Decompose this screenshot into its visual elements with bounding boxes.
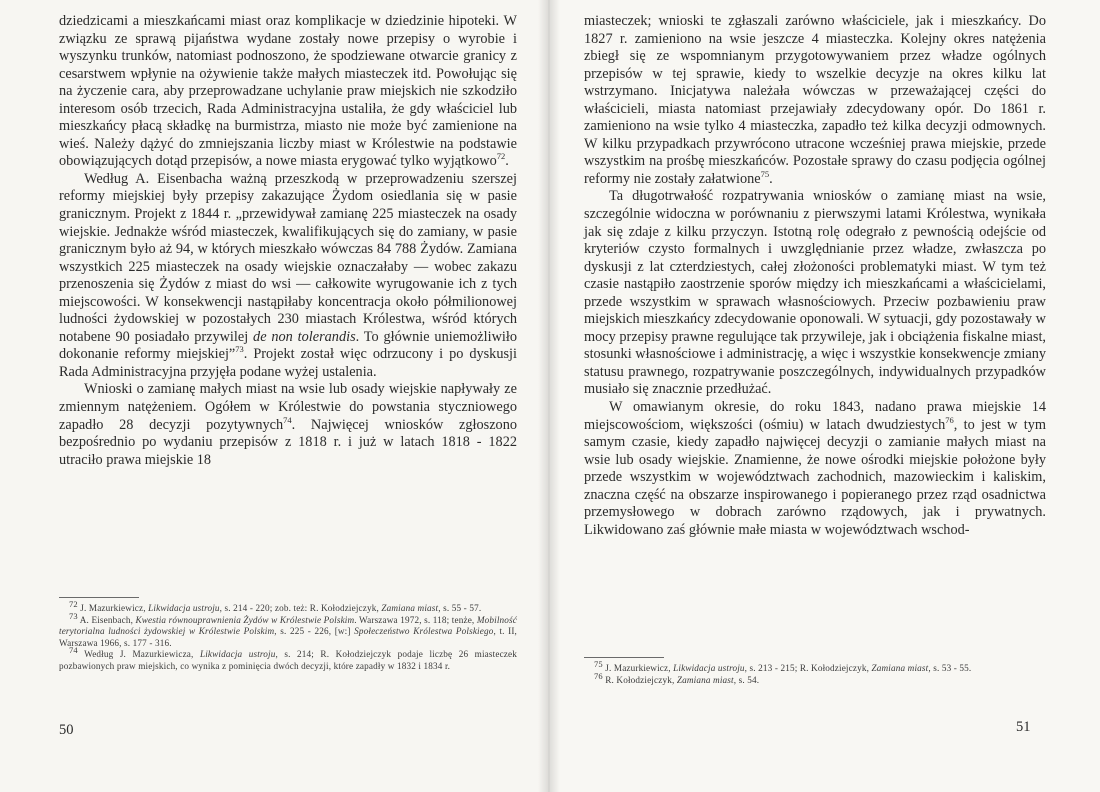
footnote-ref: 76: [945, 414, 954, 425]
right-footnotes: [584, 658, 1046, 686]
right-body-text: [584, 13, 1046, 539]
footnote-ref: 75: [760, 169, 770, 180]
page-number: 51: [1016, 719, 1031, 735]
footnote: $^{75}$ J. Mazurkiewicz, Likwidacja ustroju, s. 213 - 215; R. Kołodziejczyk, Zamiana miast, s. 53 - 55.: [594, 658, 972, 673]
footnote-divider: [59, 597, 139, 598]
left-body-text: [59, 13, 517, 469]
left-footnotes: [59, 598, 518, 673]
paragraph: Ta długotrwałość rozpatrywania wniosków o zamianę miast na wsie, szczególnie widoczna w porównaniu z pierwszymi latami Królestwa, wynikała jak się zdaje z kilku przyczyn. Istotną rolę odegrało z pewnością odejście od kryteriów czysto formalnych i uwzględnianie przez władze, zwłaszcza po dyskusji z lat czterdziestych, całej złożoności problematyki miast. W tym też czasie nastąpiło zaostrzenie sporów między ich mieszkańcami a właścicielami, przede wszystkim w sprawach własnościowych. Przeciw pozbawieniu praw miejskich mieszkańcy zdecydowanie oponowali. W sytuacji, gdy pozostawały w mocy przepisy prawne regulujące tak przywileje, jak i obciążenia fiskalne miast, stosunki własnościowe i administrację, a więc i wszystkie konsekwencje zmiany statusu prawnego, rozpatrywanie poszczególnych, indywidualnych przypadków musiało się znacznie przedłużać.: [584, 188, 1046, 398]
left-page: [0, 0, 549, 792]
footnote: $^{74}$ Według J. Mazurkiewicza, Likwidacja ustroju, s. 214; R. Kołodziejczyk podaje liczbę 26 miasteczek pozbawionych praw miejskich, co wynika z pominięcia dwóch decyzji, które zapadły w 1832 i 1834 r.: [59, 645, 517, 671]
book-gutter: [538, 0, 560, 792]
footnote-ref: 73: [235, 344, 244, 355]
paragraph: Wnioski o zamianę małych miast na wsie lub osady wiejskie napływały ze zmiennym natężeniem. Ogółem w Królestwie do powstania styczniowego zapadło 28 decyzji pozytywnych$^{74}$. Najwięcej wniosków zgłoszono bezpośrednio po wydaniu przepisów z 1818 r. i już w latach 1818 - 1822 utraciło prawa miejskie 18: [59, 381, 517, 468]
footnote-ref: 74: [283, 414, 292, 425]
paragraph: W omawianym okresie, do roku 1843, nadano prawa miejskie 14 miejscowościom, większości (ośmiu) w latach dwudziestych$^{76}$, to jest w tym samym czasie, kiedy zapadło najwięcej decyzji o zamianie małych miast na wsie lub osady wiejskie. Znamienne, że nowe ośrodki miejskie położone były przede wszystkim w województwach zachodnich, mazowieckim i kaliskim, znaczna część na obszarze inspirowanego i popieranego przez rząd osadnictwa przemysłowego w dobrach zarówno rządowych, jak i prywatnych. Likwidowano zaś głównie małe miasta w województwach wschod-: [584, 399, 1046, 538]
paragraph: miasteczek; wnioski te zgłaszali zarówno właściciele, jak i mieszkańcy. Do 1827 r. zamieniono na wsie jeszcze 4 miasteczka. Kolejny okres natężenia zbiegł się ze wspomnianym przygotowywaniem przez władze ogólnych przepisów w tej sprawie, kiedy to wszelkie decyzje na okres kilku lat wstrzymano. Inicjatywa należała wówczas w przeważającej części do właścicieli, miasta natomiast przejawiały zdecydowany opór. Do 1861 r. zamieniono na wsie tylko 4 miasteczka, zapadło też kilka decyzji odmownych. W kilku przypadkach przywrócono utracone wcześniej prawa miejskie, przede wszystkim na prośbę mieszkańców. Pozostałe sprawy do czasu podjęcia ogólnej reformy nie zostały załatwione$^{75}$.: [584, 13, 1046, 187]
footnote: $^{76}$ R. Kołodziejczyk, Zamiana miast, s. 54.: [594, 670, 760, 685]
page-number: 50: [59, 722, 74, 738]
paragraph: Według A. Eisenbacha ważną przeszkodą w przeprowadzeniu szerszej reformy miejskiej były przepisy zakazujące Żydom osiedlania się w pasie granicznym. Projekt z 1844 r. „przewidywał zamianę 225 miasteczek na osady wiejskie. Jednakże wśród miasteczek, kwalifikujących się do zamiany, w pasie granicznym było aż 94, w których mieszkało wówczas 84 788 Żydów. Zamiana wszystkich 225 miasteczek na osady wiejskie oznaczałaby — wobec zakazu przenoszenia się Żydów z miast do wsi — całkowite wyrugowanie ich z tych miejscowości. W konsekwencji nastąpiłaby koncentracja około półmilionowej ludności żydowskiej w pozostałych 230 miastach Królestwa, wśród których notabene 90 posiadało przywilej de non tolerandis. To głównie uniemożliwiło dokonanie reformy miejskiej”$^{73}$. Projekt został więc odrzucony i po dyskusji Rada Administracyjna przyjęła podane wyżej ustalenia.: [59, 170, 518, 380]
paragraph: dziedzicami a mieszkańcami miast oraz komplikacje w dziedzinie hipoteki. W związku ze sprawą pijaństwa wydane zostały nowe przepisy o wyrobie i wyszynku trunków, natomiast podnoszono, że spodziewane otwarcie granicy z cesarstwem wpłynie na ożywienie także małych miasteczek itd. Powołując się na życzenie cara, aby przeprowadzane uchylanie praw miejskich nie szkodziło interesom osób trzecich, Rada Administracyjna ustaliła, że gdy właściciel lub mieszkańcy płacą składkę na burmistrza, miasto nie może być zamienione na wieś. Należy dążyć do zmniejszania liczby miast w Królestwie na podstawie obowiązujących dotąd przepisów, a nowe miasta erygować tylko wyjątkowo$^{72}$.: [59, 13, 517, 170]
footnote: $^{73}$ A. Eisenbach, Kwestia równouprawnienia Żydów w Królestwie Polskim. Warszawa 1972, s. 118; tenże, Mobilność terytorialna ludności żydowskiej w Królestwie Polskim, s. 225 - 226, [w:] Społeczeństwo Królestwa Polskiego, t. II, Warszawa 1966, s. 177 - 316.: [59, 610, 518, 648]
footnote-divider: [584, 657, 664, 658]
footnote: $^{72}$ J. Mazurkiewicz, Likwidacja ustroju, s. 214 - 220; zob. też: R. Kołodziejczyk, Zamiana miast, s. 55 - 57.: [69, 598, 482, 613]
right-page: [549, 0, 1100, 792]
footnote-ref: 72: [496, 151, 506, 162]
